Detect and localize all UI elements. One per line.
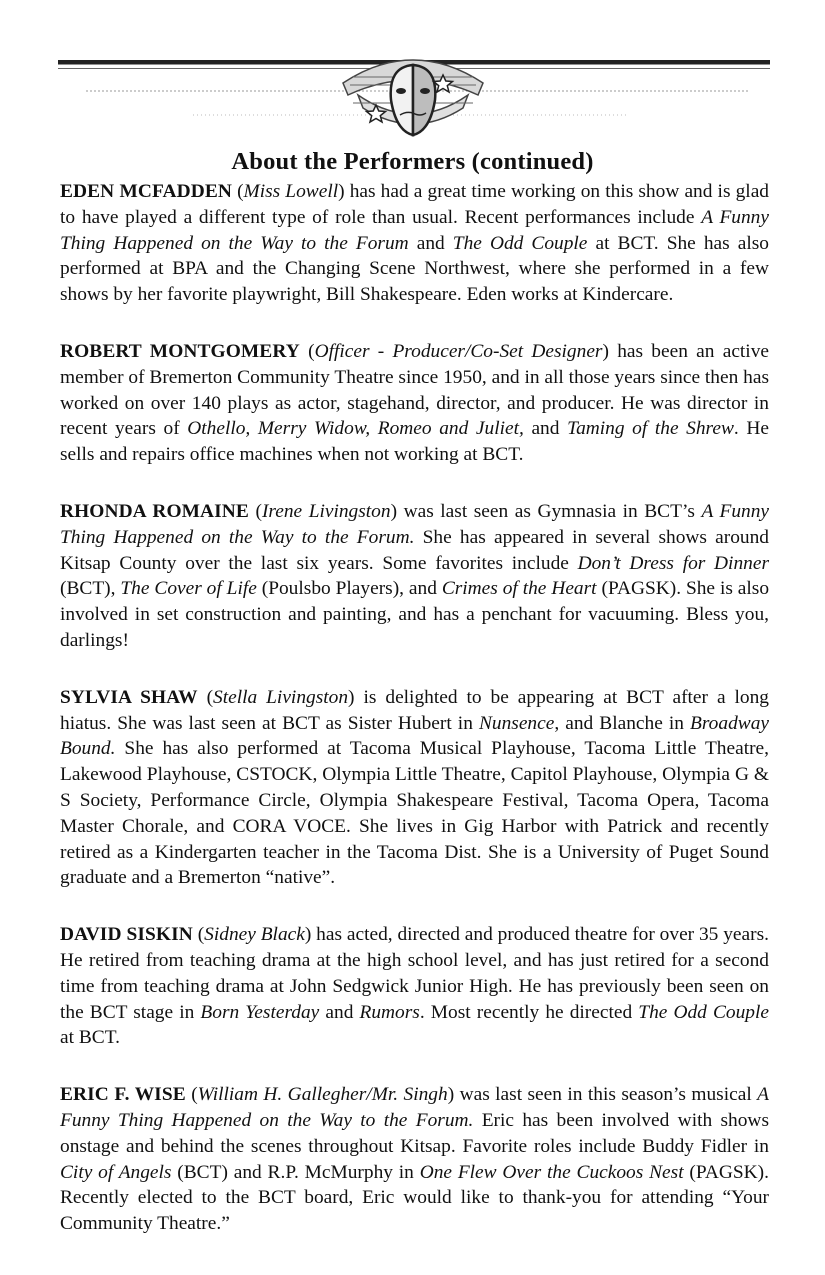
performer-bios — [60, 179, 769, 1237]
show-title: Born Yesterday — [200, 1001, 320, 1023]
bio-text: (PAGSK). She is also involved in set construction and painting, and has a penchant for vacuuming. Bless you, darlings! — [60, 578, 770, 651]
performer-name: ERIC F. WISE — [60, 1084, 186, 1106]
show-title: Broadway Bound. — [60, 712, 770, 760]
role-name: Sidney Black — [204, 924, 305, 946]
bio-text: at BCT. She has also performed at BPA and the Changing Scene Northwest, where she performed in a few shows by her favorite playwright, Bill Shakespeare. Eden works at Kindercare. — [60, 232, 769, 306]
bio-text: (Poulsbo Players), and — [256, 578, 442, 600]
theatre-masks-emblem-icon — [343, 60, 483, 135]
bio-text: . He sells and repairs office machines when not working at BCT. — [60, 418, 769, 466]
show-title: A Funny Thing Happened on the Way to the Forum. — [60, 500, 770, 548]
show-title: Othello, Merry Widow, Romeo and Juliet, — [187, 418, 524, 440]
bio-text: at BCT. — [60, 1027, 120, 1049]
bio-text: (BCT), — [60, 578, 121, 600]
bio-text: has had a great time working on this show and is glad to have played a different type of role than usual. Recent performances include — [60, 181, 769, 228]
bio-text: was last seen in this season’s musical — [454, 1084, 758, 1106]
role-name: Officer - Producer/Co-Set Designer — [314, 340, 603, 362]
show-title: One Flew Over the Cuckoos Nest — [419, 1161, 684, 1183]
bio-text: (PAGSK). Recently elected to the BCT board, Eric would like to thank-you for attending “Your Community Theatre.” — [60, 1161, 769, 1235]
show-title: A Funny Thing Happened on the Way to the Forum. — [60, 1084, 769, 1131]
bio-eric-wise: ERIC F. WISE (William H. Gallegher/Mr. Singh) was last seen in this season’s musical A Funny Thing Happened on the Way to the Forum. Eric has been involved with shows onstage and behind the scenes throughout Kitsap. Favorite roles include Buddy Fidler in City of Angels (BCT) and R.P. McMurphy in One Flew Over the Cuckoos Nest (PAGSK). Recently elected to the BCT board, Eric would like to thank-you for attending “Your Community Theatre.” — [60, 1084, 769, 1235]
performer-name: RHONDA ROMAINE — [60, 500, 249, 522]
bio-eden-mcfadden: EDEN MCFADDEN (Miss Lowell) has had a great time working on this show and is glad to have played a different type of role than usual. Recent performances include A Funny Thing Happened on the Way to the Forum and The Odd Couple at BCT. She has also performed at BPA and the Changing Scene Northwest, where she performed in a few shows by her favorite playwright, Bill Shakespeare. Eden works at Kindercare. — [60, 181, 769, 306]
role-name: Stella Livingston — [213, 686, 349, 708]
bio-text: and — [523, 418, 568, 440]
show-title: Rumors — [359, 1001, 420, 1023]
bio-text: Eric has been involved with shows onstage and behind the scenes throughout Kitsap. Favorite roles include Buddy Fidler in — [60, 1109, 769, 1157]
show-title: Nunsence — [478, 712, 555, 734]
show-title: Don’t Dress for Dinner — [577, 552, 769, 574]
performer-name: ROBERT MONTGOMERY — [60, 340, 300, 362]
show-title: The Cover of Life — [120, 578, 257, 600]
show-title: A Funny Thing Happened on the Way to the Forum — [60, 206, 769, 254]
page-title: About the Performers (continued) — [231, 148, 594, 175]
performer-name: DAVID SISKIN — [60, 924, 193, 946]
show-title: City of Angels — [60, 1161, 172, 1183]
bio-rhonda-romaine: RHONDA ROMAINE (Irene Livingston) was last seen as Gymnasia in BCT’s A Funny Thing Happened on the Way to the Forum. She has appeared in several shows around Kitsap County over the last six years. Some favorites include Don’t Dress for Dinner (BCT), The Cover of Life (Poulsbo Players), and Crimes of the Heart (PAGSK). She is also involved in set construction and painting, and has a penchant for vacuuming. Bless you, darlings! — [60, 500, 770, 651]
bio-text: has been an active member of Bremerton Community Theatre since 1950, and in all those years since then has worked on over 140 plays as actor, stagehand, director, and producer. He was director in recent years of — [60, 340, 769, 440]
show-title: Crimes of the Heart — [441, 578, 597, 600]
bio-text: , and Blanche in — [554, 712, 691, 734]
header-banner — [58, 45, 770, 145]
show-title: Taming of the Shrew — [567, 418, 734, 440]
bio-text: She has appeared in several shows around Kitsap County over the last six years. Some favorites include — [60, 526, 770, 574]
bio-text: has acted, directed and produced theatre for over 35 years. He retired from teaching drama at the high school level, and has just retired for a second time from teaching drama at John Sedgwick Junior High. He has previously been seen on the BCT stage in — [60, 924, 769, 1023]
role-name: William H. Gallegher/Mr. Singh — [197, 1084, 448, 1106]
role-name: Irene Livingston — [261, 500, 391, 522]
bio-sylvia-shaw: SYLVIA SHAW (Stella Livingston) is delighted to be appearing at BCT after a long hiatus. She was last seen at BCT as Sister Hubert in Nunsence, and Blanche in Broadway Bound. She has also performed at Tacoma Musical Playhouse, Tacoma Little Theatre, Lakewood Playhouse, CSTOCK, Olympia Little Theatre, Capitol Playhouse, Olympia G & S Society, Performance Circle, Olympia Shakespeare Festival, Tacoma Opera, Tacoma Master Chorale, and CORA VOCE. She lives in Gig Harbor with Patrick and recently retired as a Kindergarten teacher in the Tacoma Dist. She is a University of Puget Sound graduate and a Bremerton “native”. — [60, 686, 770, 889]
performer-name: SYLVIA SHAW — [60, 686, 198, 708]
role-name: Miss Lowell — [243, 181, 339, 202]
bio-david-siskin: DAVID SISKIN (Sidney Black) has acted, directed and produced theatre for over 35 years. He retired from teaching drama at the high school level, and has just retired for a second time from teaching drama at John Sedgwick Junior High. He has previously been seen on the BCT stage in Born Yesterday and Rumors. Most recently he directed The Odd Couple at BCT. — [60, 924, 769, 1049]
bio-text: . Most recently he directed — [419, 1001, 639, 1023]
performer-name: EDEN MCFADDEN — [60, 181, 232, 202]
bio-text: was last seen as Gymnasia in BCT’s — [397, 500, 702, 522]
bio-text: and — [408, 232, 453, 254]
show-title: The Odd Couple — [452, 232, 588, 254]
show-title: The Odd Couple — [638, 1001, 769, 1023]
bio-robert-montgomery: ROBERT MONTGOMERY (Officer - Producer/Co-Set Designer) has been an active member of Bremerton Community Theatre since 1950, and in all those years since then has worked on over 140 plays as actor, stagehand, director, and producer. He was director in recent years of Othello, Merry Widow, Romeo and Juliet, and Taming of the Shrew. He sells and repairs office machines when not working at BCT. — [60, 340, 769, 466]
bio-text: (BCT) and R.P. McMurphy in — [171, 1161, 420, 1183]
bio-text: is delighted to be appearing at BCT after a long hiatus. She was last seen at BCT as Sister Hubert in — [60, 686, 770, 734]
bio-text: and — [319, 1001, 360, 1023]
bio-text: She has also performed at Tacoma Musical Playhouse, Tacoma Little Theatre, Lakewood Playhouse, CSTOCK, Olympia Little Theatre, Capitol Playhouse, Olympia G & S Society, Performance Circle, Olympia Shakespeare Festival, Tacoma Opera, Tacoma Master Chorale, and CORA VOCE. She lives in Gig Harbor with Patrick and recently retired as a Kindergarten teacher in the Tacoma Dist. She is a University of Puget Sound graduate and a Bremerton “native”. — [60, 738, 769, 889]
